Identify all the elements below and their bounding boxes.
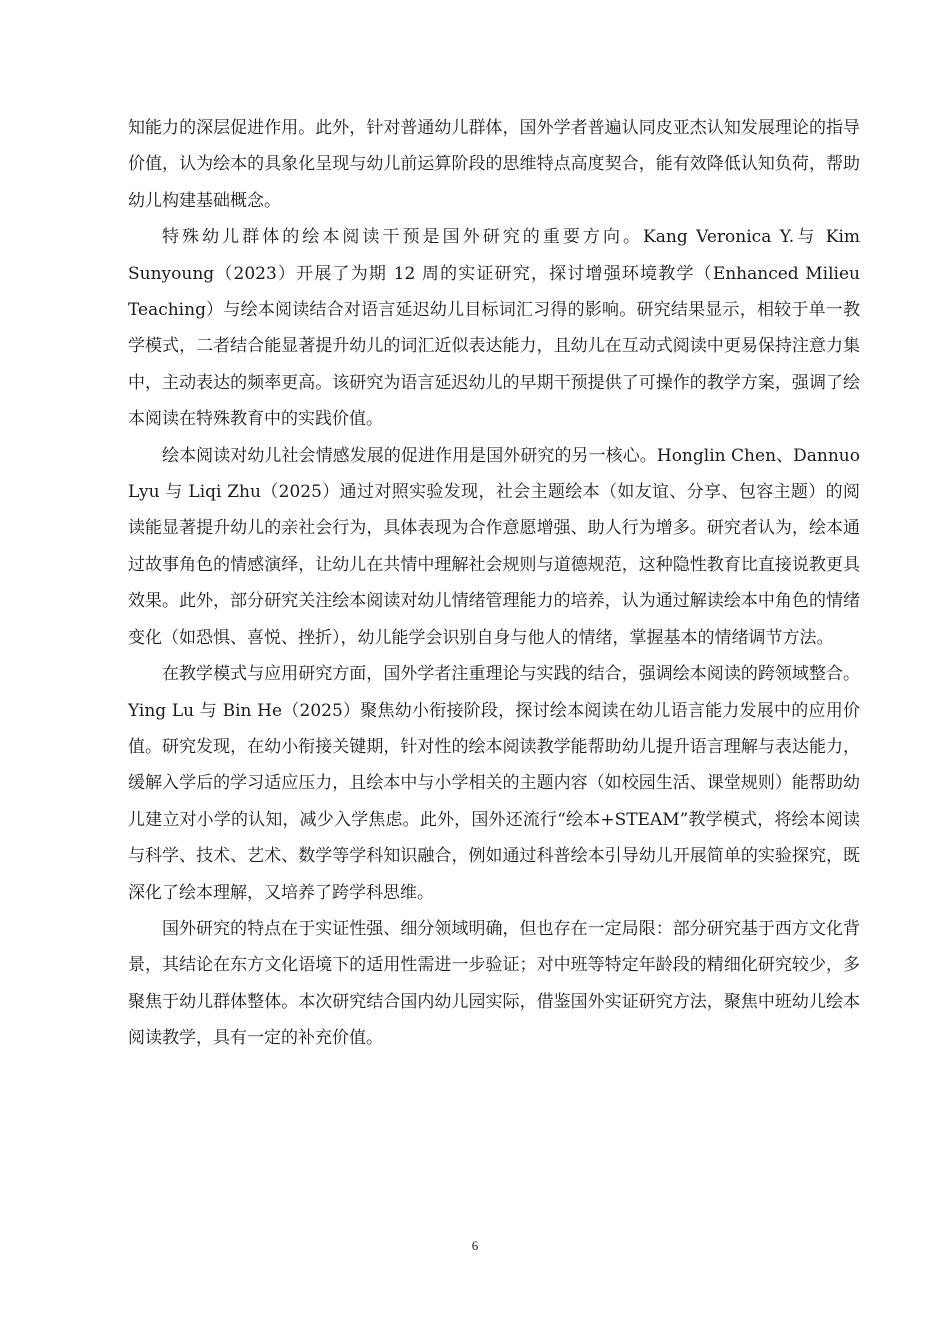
paragraph-2: 特殊幼儿群体的绘本阅读干预是国外研究的重要方向。Kang Veronica Y.与 Kim Sunyoung（2023）开展了为期 12 周的实证研究，探讨增强环境教学（Enhanced Milieu Teaching）与绘本阅读结合对语言延迟幼儿目标词汇习得的影响。研究结果显示，相较于单一教学模式，二者结合能显著提升幼儿的词汇近似表达能力，且幼儿在互动式阅读中更易保持注意力集中，主动表达的频率更高。该研究为语言延迟幼儿的早期干预提供了可操作的教学方案，强调了绘本阅读在特殊教育中的实践价值。 bbox=[128, 227, 860, 430]
paragraph-4: 在教学模式与应用研究方面，国外学者注重理论与实践的结合，强调绘本阅读的跨领域整合。Ying Lu 与 Bin He（2025）聚焦幼小衔接阶段，探讨绘本阅读在幼儿语言能力发展中的应用价值。研究发现，在幼小衔接关键期，针对性的绘本阅读教学能帮助幼儿提升语言理解与表达能力，缓解入学后的学习适应压力，且绘本中与小学相关的主题内容（如校园生活、课堂规则）能帮助幼儿建立对小学的认知，减少入学焦虑。此外，国外还流行“绘本+STEAM”教学模式，将绘本阅读与科学、技术、艺术、数学等学科知识融合，例如通过科普绘本引导幼儿开展简单的实验探究，既深化了绘本理解，又培养了跨学科思维。 bbox=[128, 664, 860, 903]
paragraph-5: 国外研究的特点在于实证性强、细分领域明确，但也存在一定局限：部分研究基于西方文化背景，其结论在东方文化语境下的适用性需进一步验证；对中班等特定年龄段的精细化研究较少，多聚焦于幼儿群体整体。本次研究结合国内幼儿园实际，借鉴国外实证研究方法，聚焦中班幼儿绘本阅读教学，具有一定的补充价值。 bbox=[128, 918, 860, 1049]
page-number: 6 bbox=[471, 1238, 479, 1253]
body-text bbox=[128, 110, 860, 1057]
paragraph-1: 知能力的深层促进作用。此外，针对普通幼儿群体，国外学者普遍认同皮亚杰认知发展理论的指导价值，认为绘本的具象化呈现与幼儿前运算阶段的思维特点高度契合，能有效降低认知负荷，帮助幼儿构建基础概念。 bbox=[128, 118, 860, 211]
paragraph-3: 绘本阅读对幼儿社会情感发展的促进作用是国外研究的另一核心。Honglin Chen、Dannuo Lyu 与 Liqi Zhu（2025）通过对照实验发现，社会主题绘本（如友谊、分享、包容主题）的阅读能显著提升幼儿的亲社会行为，具体表现为合作意愿增强、助人行为增多。研究者认为，绘本通过故事角色的情感演绎，让幼儿在共情中理解社会规则与道德规范，这种隐性教育比直接说教更具效果。此外，部分研究关注绘本阅读对幼儿情绪管理能力的培养，认为通过解读绘本中角色的情绪变化（如恐惧、喜悦、挫折），幼儿能学会识别自身与他人的情绪，掌握基本的情绪调节方法。 bbox=[128, 445, 860, 648]
